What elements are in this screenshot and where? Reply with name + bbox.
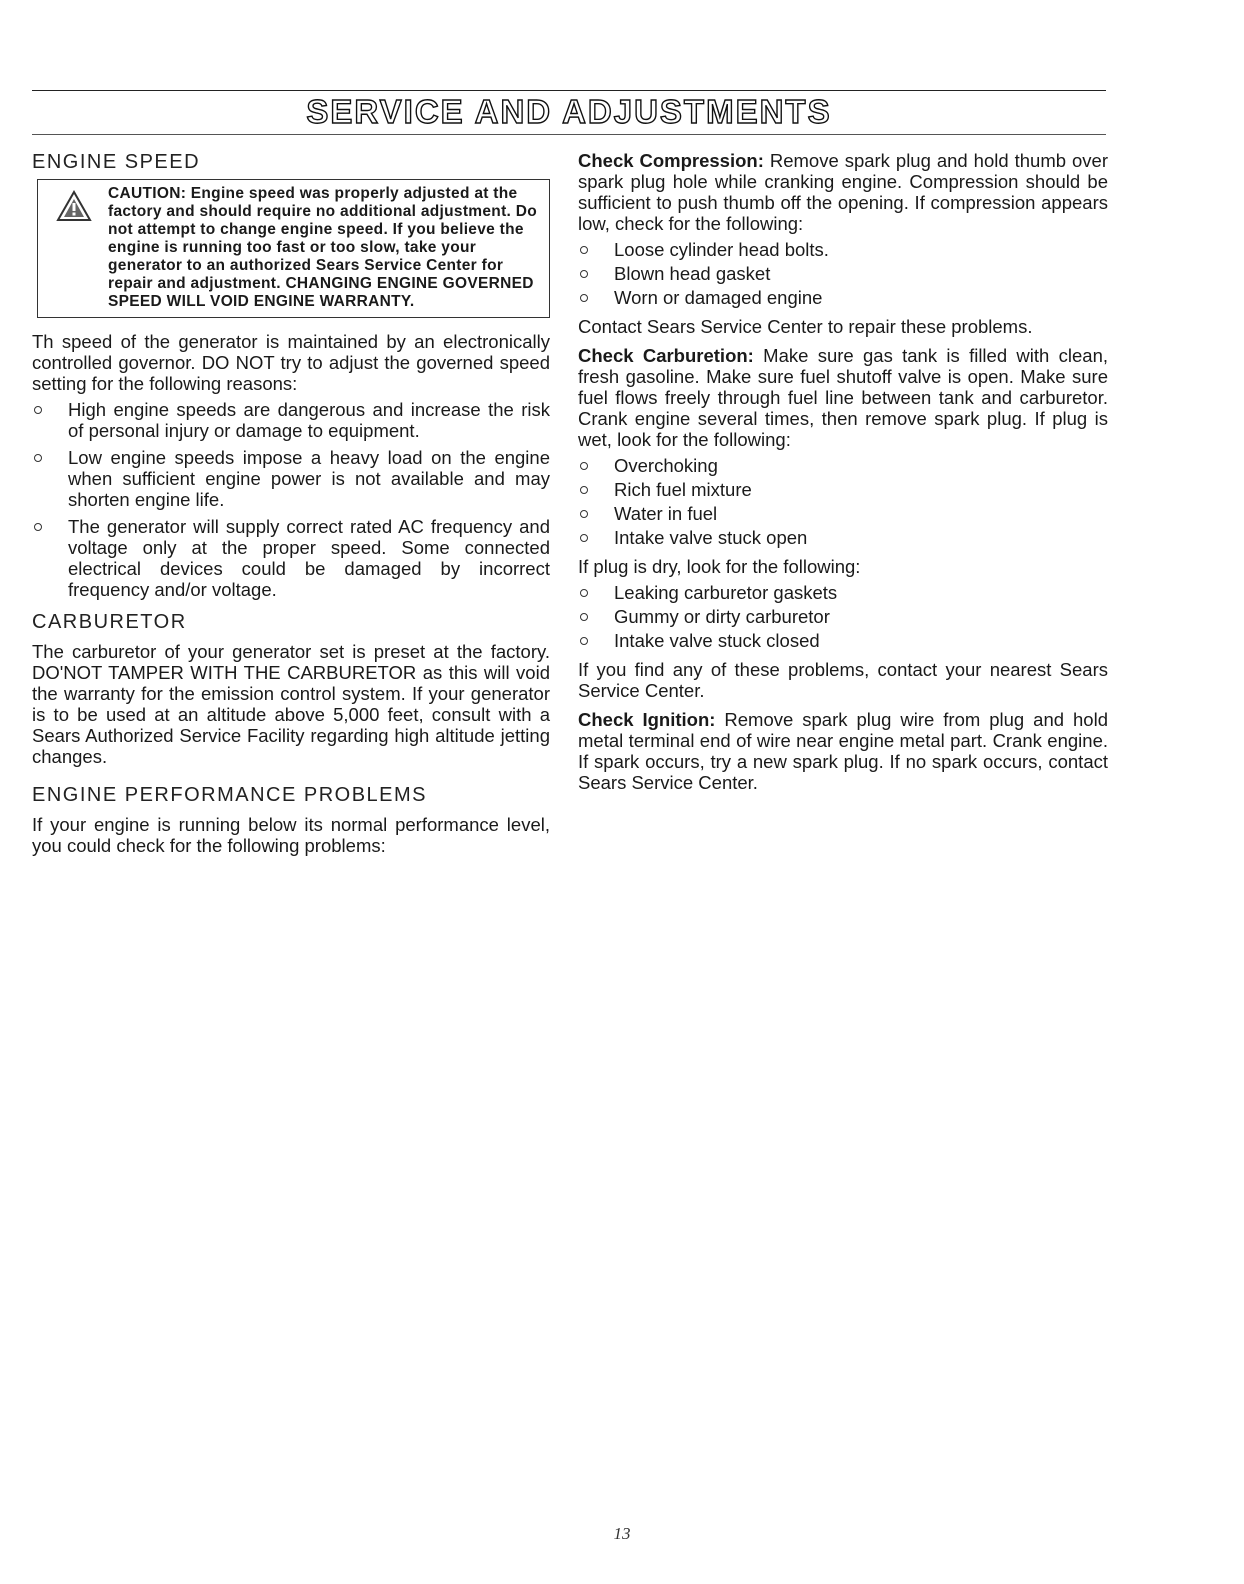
bullet-icon [580,462,588,470]
compression-list [578,239,1108,308]
list-item: Water in fuel [578,503,1108,524]
right-column [578,150,1108,793]
compression-paragraph [578,150,1108,234]
left-column [32,150,550,856]
bullet-icon [34,454,42,462]
bullet-icon [580,613,588,621]
ignition-text: Remove spark plug wire from plug and hold metal terminal end of wire near engine metal part. Crank engine. If spark occurs, try a new spark plug. If no spark occurs, contact Sears Service Center. [578,709,1108,793]
carburetion-label: Check Carburetion: [578,345,754,366]
bullet-icon [580,589,588,597]
carburetor-text: The carburetor of your generator set is preset at the factory. DO'NOT TAMPER WITH THE CARBURETOR as this will void the warranty for the emission control system. If your generator is to be used at an altitude above 5,000 feet, consult with a Sears Authorized Service Facility regarding high altitude jetting changes. [32,641,550,767]
title-rule [32,134,1106,135]
wet-plug-list [578,455,1108,548]
list-item: Intake valve stuck closed [578,630,1108,651]
engine-speed-heading: ENGINE SPEED [32,151,201,173]
dry-plug-intro: If plug is dry, look for the following: [578,556,861,577]
list-item: The generator will supply correct rated AC frequency and voltage only at the proper speed. Some connected electrical devices could be damaged by incorrect frequency and/or voltage. [32,516,550,600]
page-number: 13 [613,1524,631,1543]
engine-speed-intro: Th speed of the generator is maintained by an electronically controlled governor. DO NOT try to adjust the governed speed setting for the following reasons: [32,331,550,394]
page-title: SERVICE AND ADJUSTMENTS [306,93,832,130]
list-item: Intake valve stuck open [578,527,1108,548]
list-item: Gummy or dirty carburetor [578,606,1108,627]
list-item: Blown head gasket [578,263,1108,284]
carburetion-paragraph [578,345,1108,450]
ignition-paragraph [578,709,1108,793]
list-item: Leaking carburetor gaskets [578,582,1108,603]
list-item: Loose cylinder head bolts. [578,239,1108,260]
carburetion-text: Make sure gas tank is filled with clean, fresh gasoline. Make sure fuel shutoff valve is open. Make sure fuel flows freely through fuel line between tank and carburetor. Crank engine several times, then remove spark plug. If plug is wet, look for the following: [578,345,1108,450]
list-item: Low engine speeds impose a heavy load on the engine when sufficient engine power is not available and may shorten engine life. [32,447,550,510]
bullet-icon [580,637,588,645]
carburetion-after: If you find any of these problems, contact your nearest Sears Service Center. [578,659,1108,701]
bullet-icon [580,246,588,254]
dry-plug-list [578,582,1108,651]
performance-text: If your engine is running below its normal performance level, you could check for the following problems: [32,814,550,856]
list-item: Rich fuel mixture [578,479,1108,500]
caution-text: CAUTION: Engine speed was properly adjusted at the factory and should require no additional adjustment. Do not attempt to change engine speed. If you believe the engine is running too fast or too slow, take your generator to an authorized Sears Service Center for repair and adjustment. CHANGING ENGINE GOVERNED SPEED WILL VOID ENGINE WARRANTY. [108,185,538,310]
compression-label: Check Compression: [578,150,764,171]
bullet-icon [580,534,588,542]
ignition-label: Check Ignition: [578,709,716,730]
compression-text: Remove spark plug and hold thumb over spark plug hole while cranking engine. Compression should be sufficient to push thumb off the opening. If compression appears low, check for the following: [578,150,1108,234]
bullet-icon [34,406,42,414]
bullet-icon [34,523,42,531]
list-item: High engine speeds are dangerous and increase the risk of personal injury or damage to equipment. [32,399,550,441]
bullet-icon [580,510,588,518]
bullet-icon [580,270,588,278]
warning-icon [56,190,92,222]
bullet-icon [580,294,588,302]
top-rule [32,90,1106,91]
caution-box [37,179,550,318]
list-item: Worn or damaged engine [578,287,1108,308]
list-item: Overchoking [578,455,1108,476]
bullet-icon [580,486,588,494]
carburetor-heading: CARBURETOR [32,611,187,633]
compression-after: Contact Sears Service Center to repair these problems. [578,316,1033,337]
performance-heading: ENGINE PERFORMANCE PROBLEMS [32,784,428,806]
engine-speed-reasons [32,399,550,600]
